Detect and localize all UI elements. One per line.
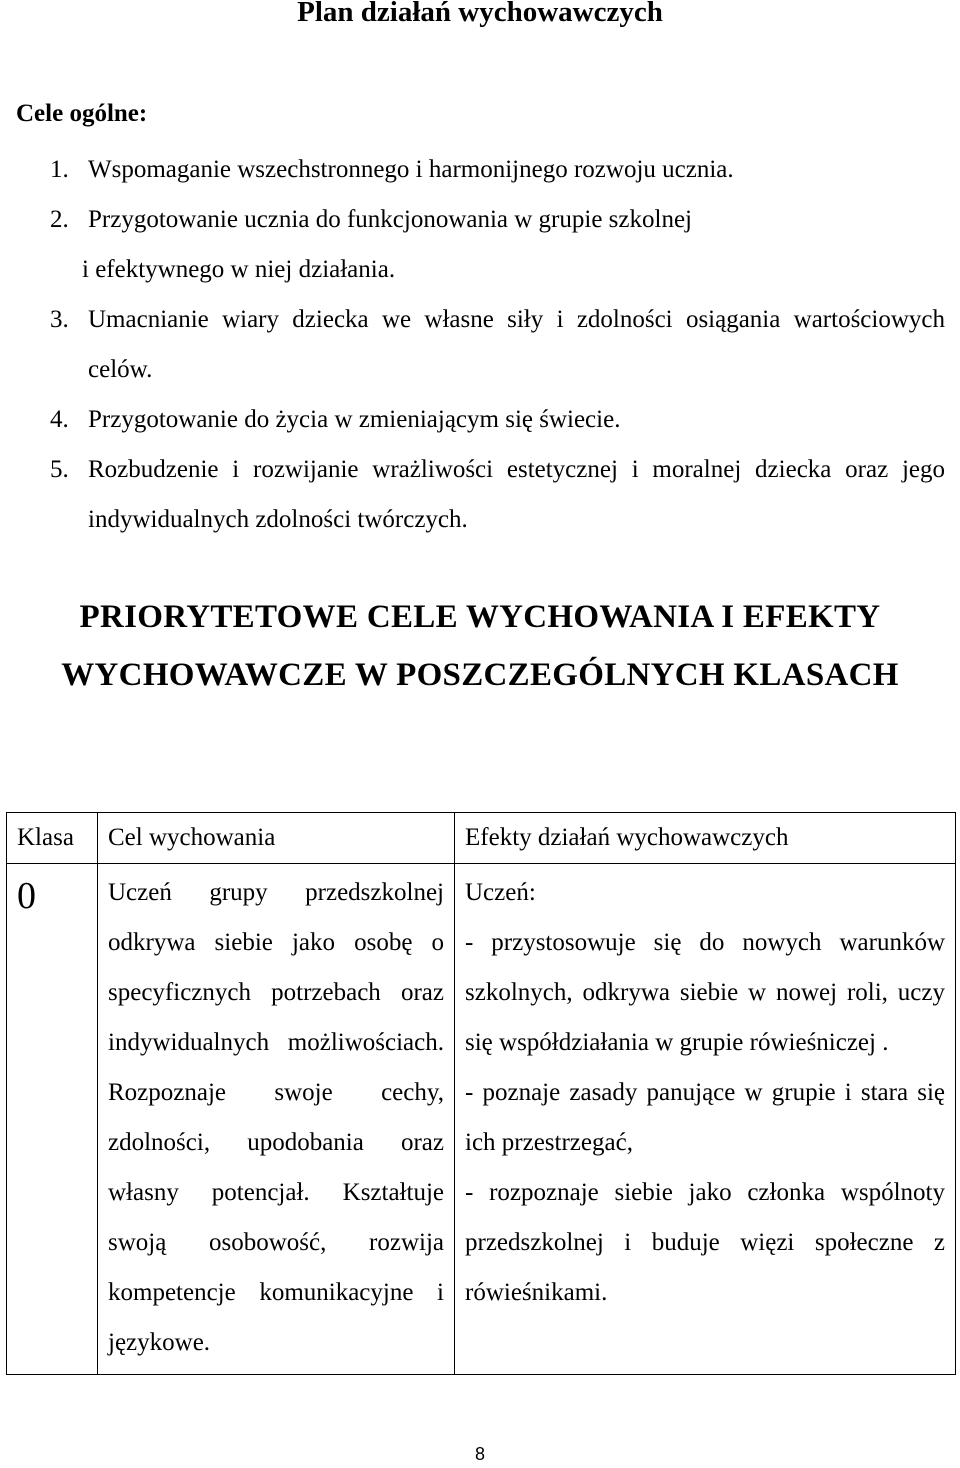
klasa-cell: 0: [7, 864, 98, 1375]
efekty-intro: Uczeń:: [465, 879, 536, 906]
goal-number: 1.: [50, 156, 69, 183]
priority-heading: [0, 588, 960, 704]
efekt-item: - przystosowuje się do nowych warunków szkolnych, odkrywa siebie w nowej roli, uczy się współdziałania w grupie rówieśniczej .: [465, 929, 945, 1056]
goal-number: 2.: [50, 206, 69, 233]
goals-list: [50, 145, 945, 545]
goal-text: Wspomaganie wszechstronnego i harmonijnego rozwoju ucznia.: [88, 156, 734, 183]
efekt-item: - poznaje zasady panujące w grupie i stara się ich przestrzegać,: [465, 1079, 945, 1156]
goal-item: [50, 195, 945, 295]
goal-number: 5.: [50, 456, 69, 483]
efekty-cell: [455, 864, 956, 1375]
goal-item: [50, 145, 945, 195]
goals-heading: Cele ogólne:: [16, 100, 148, 127]
goal-text: Rozbudzenie i rozwijanie wrażliwości estetycznej i moralnej dziecka oraz jego indywidualnych zdolności twórczych.: [88, 456, 945, 533]
table-header-row: [7, 813, 956, 864]
goal-item: [50, 295, 945, 395]
goal-item: [50, 445, 945, 545]
goal-item: [50, 395, 945, 445]
page-number: 8: [474, 1444, 485, 1464]
header-klasa: Klasa: [7, 813, 98, 864]
header-cel: Cel wychowania: [98, 813, 455, 864]
efekt-item: - rozpoznaje siebie jako członka wspólnoty przedszkolnej i buduje więzi społeczne z rówieśnikami.: [465, 1179, 945, 1306]
goal-text-continuation: i efektywnego w niej działania.: [82, 256, 396, 283]
goal-text: Umacnianie wiary dziecka we własne siły i zdolności osiągania wartościowych celów.: [88, 306, 945, 383]
goal-text: Przygotowanie do życia w zmieniającym się świecie.: [88, 406, 621, 433]
cel-cell: Uczeń grupy przedszkolnej odkrywa siebie jako osobę o specyficznych potrzebach oraz indywidualnych możliwościach. Rozpoznaje swoje cechy, zdolności, upodobania oraz własny potencjał. Kształtuje swoją osobowość, rozwija kompetencje komunikacyjne i językowe.: [98, 864, 455, 1375]
page-title: Plan działań wychowawczych: [297, 0, 663, 28]
priority-heading-line-1: PRIORYTETOWE CELE WYCHOWANIA I EFEKTY: [79, 599, 881, 635]
table-row: [7, 864, 956, 1375]
header-efekty: Efekty działań wychowawczych: [455, 813, 956, 864]
goal-number: 3.: [50, 306, 69, 333]
goal-number: 4.: [50, 406, 69, 433]
goal-text: Przygotowanie ucznia do funkcjonowania w grupie szkolnej: [88, 206, 692, 233]
class-goals-table: [6, 812, 956, 1375]
priority-heading-line-2: WYCHOWAWCZE W POSZCZEGÓLNYCH KLASACH: [61, 657, 899, 693]
